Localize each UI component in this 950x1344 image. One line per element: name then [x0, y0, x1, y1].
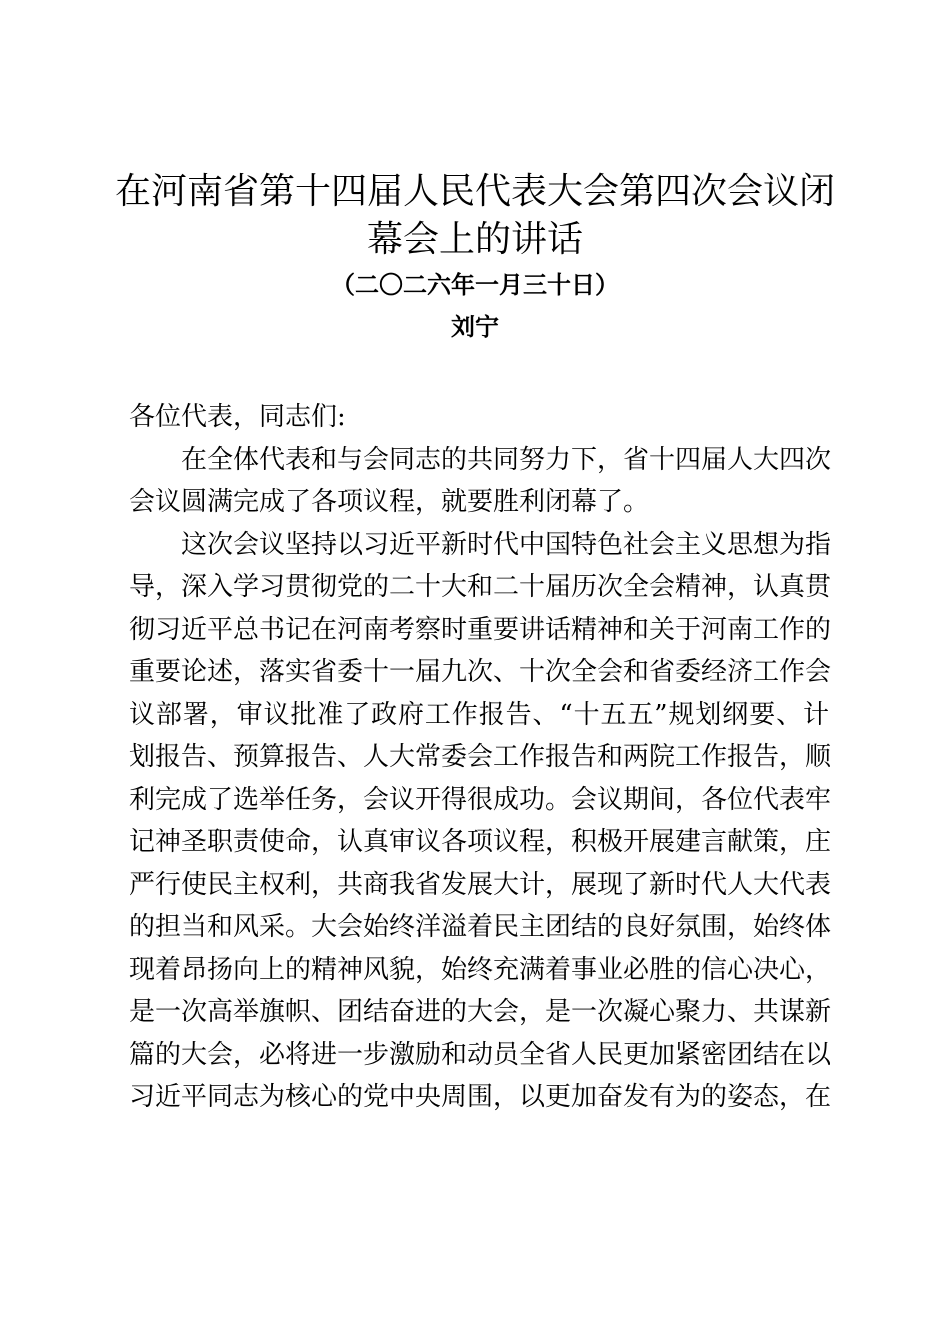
paragraph-2-line: 的担当和风采。大会始终洋溢着民主团结的良好氛围，始终体 — [129, 912, 832, 942]
paragraph-2 — [129, 524, 832, 1119]
paragraph-1-line: 在全体代表和与会同志的共同努力下，省十四届人大四次 — [181, 444, 832, 475]
paragraph-2-line: 篇的大会，必将进一步激励和动员全省人民更加紧密团结在以 — [129, 1039, 832, 1070]
paragraph-1-line: 会议圆满完成了各项议程，就要胜利闭幕了。 — [129, 487, 650, 517]
paragraph-2-line: 重要论述，落实省委十一届九次、十次全会和省委经济工作会 — [129, 657, 832, 687]
paragraph-2-line: 利完成了选举任务，会议开得很成功。会议期间，各位代表牢 — [129, 784, 832, 815]
paragraph-2-line: 习近平同志为核心的党中央周围，以更加奋发有为的姿态，在 — [129, 1082, 832, 1112]
speech-title — [100, 168, 850, 264]
paragraph-2-line: 划报告、预算报告、人大常委会工作报告和两院工作报告，顺 — [129, 742, 832, 772]
paragraph-2-line: 现着昂扬向上的精神风貌，始终充满着事业必胜的信心决心， — [129, 954, 832, 985]
paragraph-2-line: 这次会议坚持以习近平新时代中国特色社会主义思想为指 — [181, 529, 832, 560]
speech-date: （二〇二六年一月三十日） — [331, 270, 619, 299]
paragraph-2-line: 是一次高举旗帜、团结奋进的大会，是一次凝心聚力、共谋新 — [129, 997, 832, 1027]
speech-author: 刘宁 — [451, 312, 499, 341]
paragraph-2-line: 记神圣职责使命，认真审议各项议程，积极开展建言献策，庄 — [129, 827, 832, 857]
speech-body — [129, 396, 832, 1119]
paragraph-2-line: 导，深入学习贯彻党的二十大和二十届历次全会精神，认真贯 — [129, 572, 832, 602]
salutation-text: 各位代表，同志们: — [129, 402, 346, 432]
paragraph-1 — [129, 439, 832, 524]
paragraph-2-line: 议部署，审议批准了政府工作报告、“十五五”规划纲要、计 — [129, 699, 829, 730]
paragraph-2-line: 彻习近平总书记在河南考察时重要讲话精神和关于河南工作的 — [129, 614, 832, 645]
paragraph-2-line: 严行使民主权利，共商我省发展大计，展现了新时代人大代表 — [129, 869, 832, 900]
title-line-2: 幕会上的讲话 — [366, 219, 583, 260]
salutation — [129, 396, 829, 439]
title-line-1: 在河南省第十四届人民代表大会第四次会议闭 — [114, 171, 835, 212]
